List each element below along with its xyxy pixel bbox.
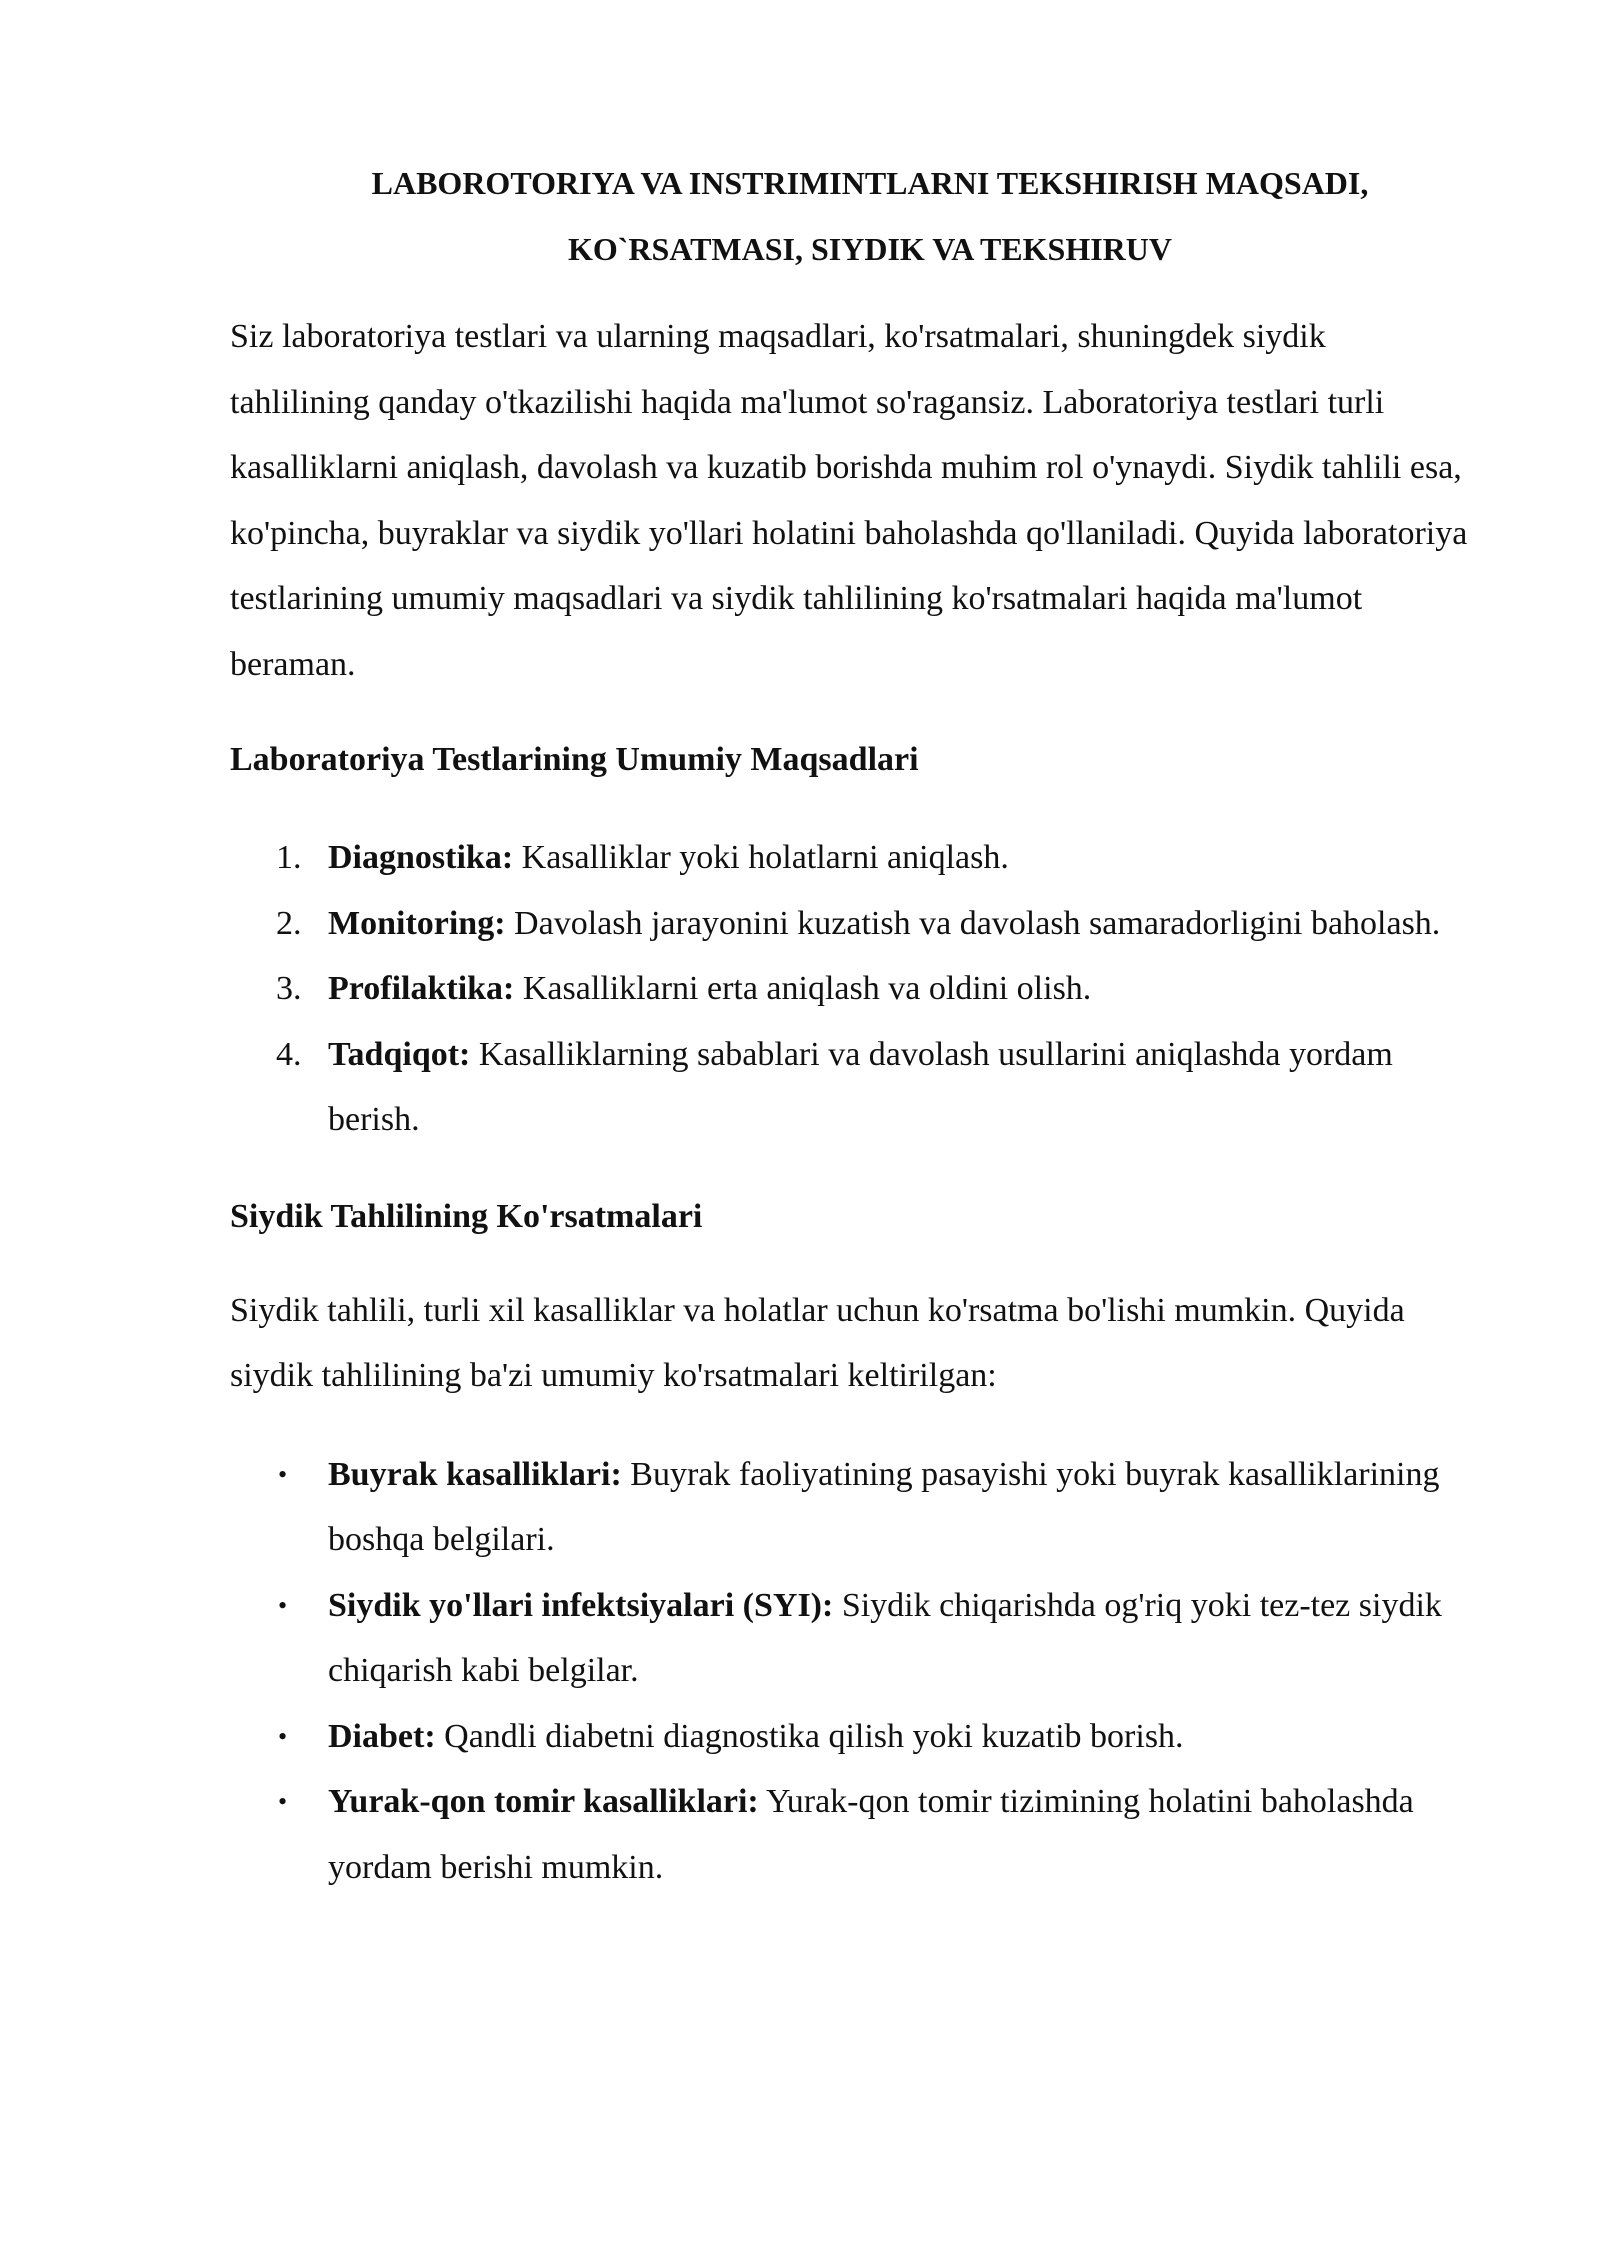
list-number: 4. [276,1035,302,1073]
document-page [230,150,1470,1900]
indications-list [230,1442,1470,1901]
item-text: Siydik chiqarishda og'riq yoki tez-tez siydik chiqarish kabi belgilar. [328,1586,1442,1689]
bullet-icon: • [278,1721,288,1751]
bullet-icon: • [278,1590,288,1620]
section-heading-indications: Siydik Tahlilining Ko'rsatmalari [230,1197,703,1235]
title-line-2: KO`RSATMASI, SIYDIK VA TEKSHIRUV [567,231,1172,267]
title-line-1: LABOROTORIYA VA INSTRIMINTLARNI TEKSHIRISH MAQSADI, [371,165,1369,201]
bullet-icon: • [278,1787,288,1816]
item-text: Kasalliklarning sabablari va davolash usullarini aniqlashda yordam berish. [328,1035,1393,1138]
item-text: Buyrak faoliyatining pasayishi yoki buyrak kasalliklarining boshqa belgilari. [328,1455,1440,1558]
list-item [230,1022,1470,1153]
list-item [230,956,1470,1022]
item-term: Tadqiqot: [328,1035,471,1073]
list-item [230,1573,1470,1704]
section-heading-goals: Laboratoriya Testlarining Umumiy Maqsadlari [230,741,919,778]
list-item [230,891,1470,957]
list-item [230,825,1470,891]
list-number: 2. [276,904,302,942]
list-item [230,1704,1470,1770]
item-term: Monitoring: [328,904,506,942]
item-text: Yurak-qon tomir tizimining holatini baholashda yordam berishi mumkin. [328,1783,1414,1886]
bullet-icon: • [278,1459,288,1489]
list-item [230,1769,1470,1900]
item-text: Kasalliklarni erta aniqlash va oldini olish. [514,970,1092,1007]
document-title [230,150,1470,282]
list-number: 3. [276,970,302,1007]
item-term: Buyrak kasalliklari: [328,1455,622,1493]
item-term: Siydik yo'llari infektsiyalari (SYI): [328,1586,834,1624]
indications-intro-paragraph: Siydik tahlili, turli xil kasalliklar va holatlar uchun ko'rsatma bo'lishi mumkin. Quyida siydik tahlilining ba'zi umumiy ko'rsatmalari keltirilgan: [230,1291,1405,1394]
list-number: 1. [276,839,302,876]
item-term: Profilaktika: [328,970,515,1007]
list-item [230,1442,1470,1573]
item-text: Davolash jarayonini kuzatish va davolash samaradorligini baholash. [505,904,1441,942]
item-term: Diagnostika: [328,839,514,876]
item-text: Qandli diabetni diagnostika qilish yoki kuzatib borish. [435,1717,1184,1755]
item-text: Kasalliklar yoki holatlarni aniqlash. [513,839,1009,876]
goals-list [230,825,1470,1153]
item-term: Diabet: [328,1717,436,1755]
item-term: Yurak-qon tomir kasalliklari: [328,1783,759,1820]
intro-paragraph: Siz laboratoriya testlari va ularning maqsadlari, ko'rsatmalari, shuningdek siydik tahlilining qanday o'tkazilishi haqida ma'lumot so'ragansiz. Laboratoriya testlari turli kasalliklarni aniqlash, davolash va kuzatib borishda muhim rol o'ynaydi. Siydik tahlili esa, ko'pincha, buyraklar va siydik yo'llari holatini baholashda qo'llaniladi. Quyida laboratoriya testlarining umumiy maqsadlari va siydik tahlilining ko'rsatmalari haqida ma'lumot beraman. [230,318,1468,683]
